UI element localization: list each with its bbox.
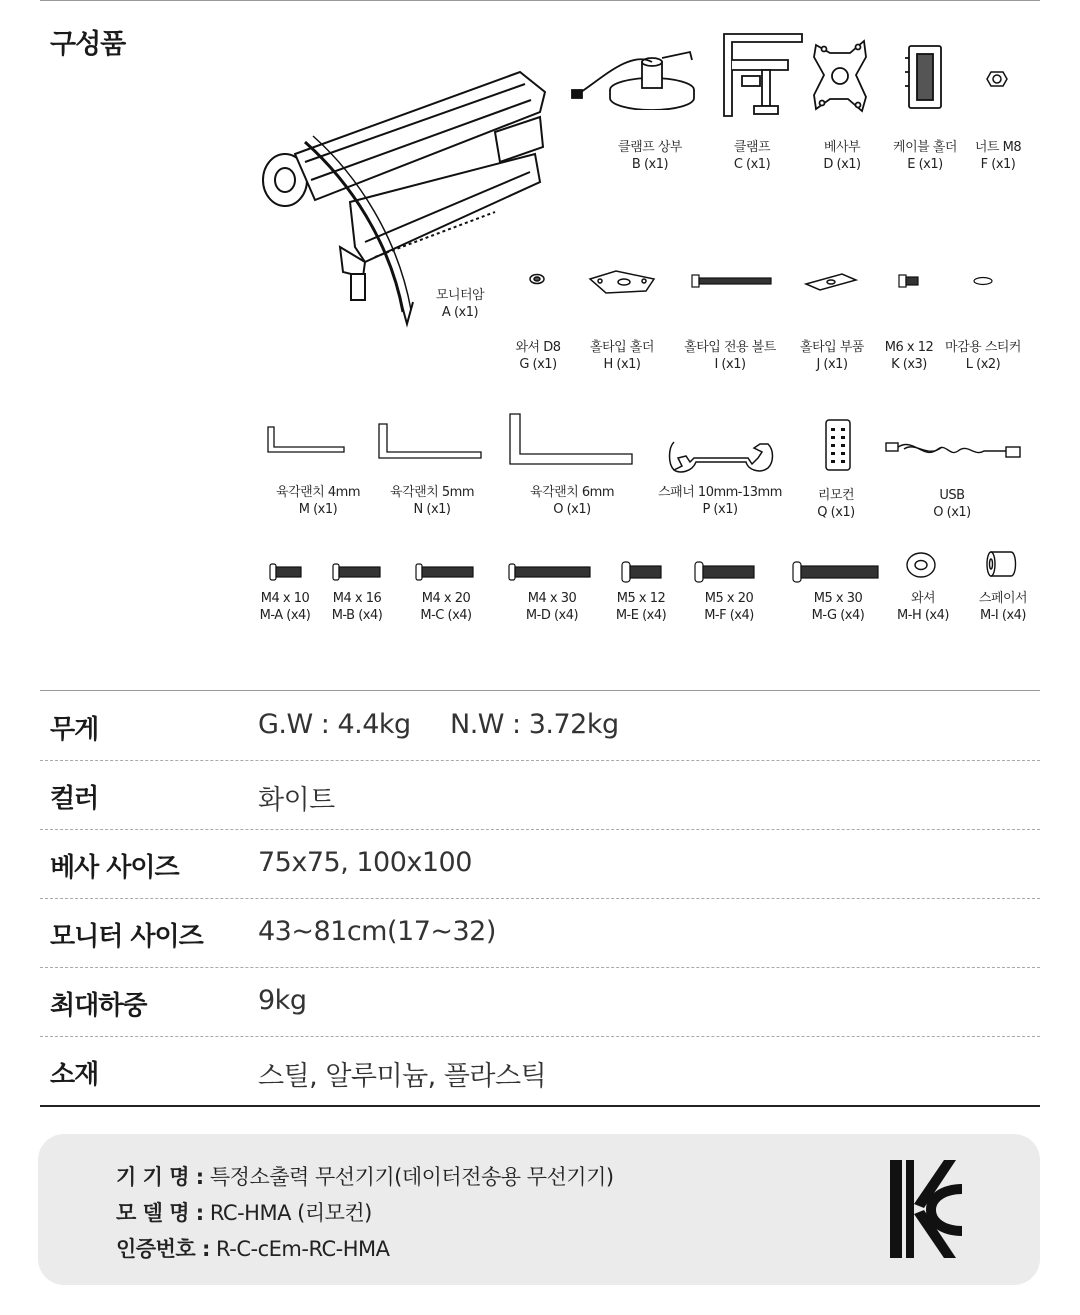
hex-wrench-6mm-icon bbox=[508, 412, 634, 466]
part-label-i bbox=[684, 339, 776, 373]
part-name: 육각랜치 5mm bbox=[390, 485, 474, 500]
part-name: M5 x 12 bbox=[616, 591, 666, 606]
part-name: 와셔 D8 bbox=[515, 340, 561, 355]
nut-icon bbox=[986, 70, 1008, 88]
specs-top-divider bbox=[40, 690, 1040, 691]
washer-icon bbox=[904, 550, 938, 580]
part-qty: D (x1) bbox=[823, 157, 861, 172]
components-title: 구성품 bbox=[50, 29, 126, 60]
spec-value: 9kg bbox=[258, 985, 307, 1016]
clamp-icon bbox=[718, 30, 808, 120]
part-label-l bbox=[945, 339, 1021, 373]
spec-row-weight bbox=[40, 692, 1040, 761]
part-label-me bbox=[616, 590, 666, 624]
part-qty: O (x1) bbox=[553, 502, 591, 517]
part-qty: F (x1) bbox=[980, 157, 1016, 172]
spec-row-max-load bbox=[40, 968, 1040, 1037]
part-label-d bbox=[823, 139, 860, 173]
part-name: 홀타입 전용 볼트 bbox=[684, 340, 776, 355]
hex-wrench-5mm-icon bbox=[377, 422, 483, 460]
part-name: 클램프 상부 bbox=[618, 140, 682, 155]
remote-control-icon bbox=[824, 418, 852, 472]
part-qty: M-I (x4) bbox=[980, 608, 1026, 623]
screw-m4x20-icon bbox=[415, 563, 475, 581]
model-name-label: 모 델 명 : bbox=[116, 1201, 204, 1225]
hole-type-part-icon bbox=[802, 272, 860, 292]
hole-type-holder-icon bbox=[586, 267, 660, 297]
clamp-top-icon bbox=[570, 50, 710, 110]
part-name: 홀타입 홀더 bbox=[590, 340, 654, 355]
part-qty: C (x1) bbox=[733, 157, 771, 172]
cert-number-label: 인증번호 : bbox=[116, 1237, 210, 1261]
part-qty: L (x2) bbox=[965, 357, 1001, 372]
part-qty: B (x1) bbox=[631, 157, 669, 172]
part-qty: M-B (x4) bbox=[331, 608, 383, 623]
part-label-b bbox=[618, 139, 682, 173]
spec-label: 컬러 bbox=[50, 784, 99, 814]
cert-number-value: R-C-cEm-RC-HMA bbox=[216, 1237, 390, 1261]
model-name-line bbox=[116, 1197, 372, 1227]
kc-certification-logo bbox=[890, 1160, 962, 1260]
part-label-ma bbox=[260, 590, 311, 624]
part-qty: N (x1) bbox=[413, 502, 451, 517]
part-name: 케이블 홀더 bbox=[893, 140, 957, 155]
part-name: 와셔 bbox=[910, 591, 936, 606]
part-label-mg bbox=[812, 590, 865, 624]
part-label-mc bbox=[420, 590, 471, 624]
screw-m5x20-icon bbox=[694, 561, 756, 583]
part-qty: M-C (x4) bbox=[420, 608, 472, 623]
part-qty: M-E (x4) bbox=[615, 608, 667, 623]
part-qty: E (x1) bbox=[907, 157, 943, 172]
device-name-label: 기 기 명 : bbox=[116, 1165, 204, 1189]
part-label-g bbox=[515, 339, 560, 373]
part-label-k bbox=[885, 339, 934, 373]
part-name: M5 x 20 bbox=[704, 591, 754, 606]
part-qty: K (x3) bbox=[891, 357, 927, 372]
part-name: M4 x 20 bbox=[421, 591, 471, 606]
spanner-icon bbox=[666, 436, 776, 476]
spec-label: 소재 bbox=[50, 1060, 99, 1090]
part-name: USB bbox=[939, 488, 965, 503]
top-divider bbox=[40, 0, 1040, 1]
spec-label: 모니터 사이즈 bbox=[50, 922, 203, 952]
part-label-f bbox=[975, 139, 1021, 173]
part-qty: M-G (x4) bbox=[811, 608, 865, 623]
finishing-sticker-icon bbox=[972, 276, 994, 286]
part-qty: J (x1) bbox=[816, 357, 848, 372]
part-label-mh bbox=[897, 590, 949, 624]
part-name: M6 x 12 bbox=[884, 340, 934, 355]
hex-wrench-4mm-icon bbox=[266, 425, 346, 455]
hole-type-bolt-icon bbox=[690, 274, 774, 288]
spec-value: 75x75, 100x100 bbox=[258, 847, 472, 878]
part-label-h bbox=[590, 339, 654, 373]
device-name-line bbox=[116, 1161, 614, 1191]
screw-m4x30-icon bbox=[508, 563, 592, 581]
part-name: M5 x 30 bbox=[813, 591, 863, 606]
part-qty: G (x1) bbox=[519, 357, 557, 372]
part-label-n bbox=[390, 484, 474, 518]
part-label-o bbox=[530, 484, 614, 518]
part-qty: M-D (x4) bbox=[525, 608, 579, 623]
part-name: M4 x 16 bbox=[332, 591, 382, 606]
monitor-arm-illustration bbox=[255, 62, 565, 332]
part-qty: P (x1) bbox=[702, 502, 738, 517]
spec-value: 화이트 bbox=[258, 785, 335, 816]
screw-m5x12-icon bbox=[621, 561, 663, 583]
part-label-j bbox=[800, 339, 864, 373]
spec-row-vesa bbox=[40, 830, 1040, 899]
cable-holder-icon bbox=[903, 44, 947, 110]
model-name-value: RC-HMA (리모컨) bbox=[209, 1201, 372, 1225]
spec-value: 스틸, 알루미늄, 플라스틱 bbox=[258, 1061, 547, 1092]
part-label-m bbox=[276, 484, 360, 518]
part-label-mf bbox=[704, 590, 754, 624]
part-name: M4 x 10 bbox=[260, 591, 310, 606]
gross-weight-value: G.W : 4.4kg bbox=[258, 709, 411, 740]
part-qty: O (x1) bbox=[933, 505, 971, 520]
part-label-e bbox=[893, 139, 957, 173]
vesa-plate-icon bbox=[810, 35, 870, 115]
part-name: 스패너 10mm-13mm bbox=[658, 485, 782, 500]
m6-screw-icon bbox=[898, 274, 920, 288]
screw-m4x10-icon bbox=[269, 563, 303, 581]
part-qty: M-F (x4) bbox=[704, 608, 754, 623]
part-label-usb bbox=[933, 487, 970, 521]
part-qty: I (x1) bbox=[714, 357, 746, 372]
certification-box bbox=[38, 1134, 1040, 1285]
part-label-a bbox=[436, 287, 484, 321]
screw-m4x16-icon bbox=[332, 563, 382, 581]
part-qty: A (x1) bbox=[441, 305, 479, 320]
part-label-q bbox=[817, 487, 854, 521]
part-name: 홀타입 부품 bbox=[800, 340, 864, 355]
part-label-mb bbox=[332, 590, 383, 624]
part-label-mi bbox=[979, 590, 1027, 624]
part-qty: M-H (x4) bbox=[897, 608, 949, 623]
usb-cable-icon bbox=[884, 435, 1024, 465]
part-qty: H (x1) bbox=[603, 357, 641, 372]
part-qty: M (x1) bbox=[298, 502, 338, 517]
spec-row-color bbox=[40, 761, 1040, 830]
part-qty: Q (x1) bbox=[817, 505, 855, 520]
part-name: 모니터암 bbox=[435, 288, 485, 303]
part-label-p bbox=[658, 484, 782, 518]
part-name: 너트 M8 bbox=[974, 140, 1022, 155]
part-name: 마감용 스티커 bbox=[945, 340, 1021, 355]
net-weight-value: N.W : 3.72kg bbox=[450, 709, 619, 740]
spec-label: 베사 사이즈 bbox=[50, 853, 179, 883]
part-name: 리모컨 bbox=[817, 488, 855, 503]
spec-label: 무게 bbox=[50, 715, 99, 745]
cert-number-line bbox=[116, 1233, 390, 1263]
part-label-md bbox=[526, 590, 578, 624]
part-qty: M-A (x4) bbox=[259, 608, 311, 623]
spacer-icon bbox=[985, 546, 1019, 582]
spec-value: 43~81cm(17~32) bbox=[258, 916, 496, 947]
washer-d8-icon bbox=[528, 273, 546, 285]
part-name: 육각랜치 4mm bbox=[276, 485, 360, 500]
screw-m5x30-icon bbox=[792, 561, 880, 583]
part-name: 스페이서 bbox=[978, 591, 1028, 606]
spec-label: 최대하중 bbox=[50, 991, 147, 1021]
part-name: 베사부 bbox=[823, 140, 861, 155]
part-name: M4 x 30 bbox=[527, 591, 577, 606]
spec-row-monitor-size bbox=[40, 899, 1040, 968]
device-name-value: 특정소출력 무선기기(데이터전송용 무선기기) bbox=[209, 1165, 614, 1189]
part-name: 클램프 bbox=[733, 140, 771, 155]
part-label-c bbox=[734, 139, 770, 173]
part-name: 육각랜치 6mm bbox=[530, 485, 614, 500]
spec-row-material bbox=[40, 1037, 1040, 1107]
